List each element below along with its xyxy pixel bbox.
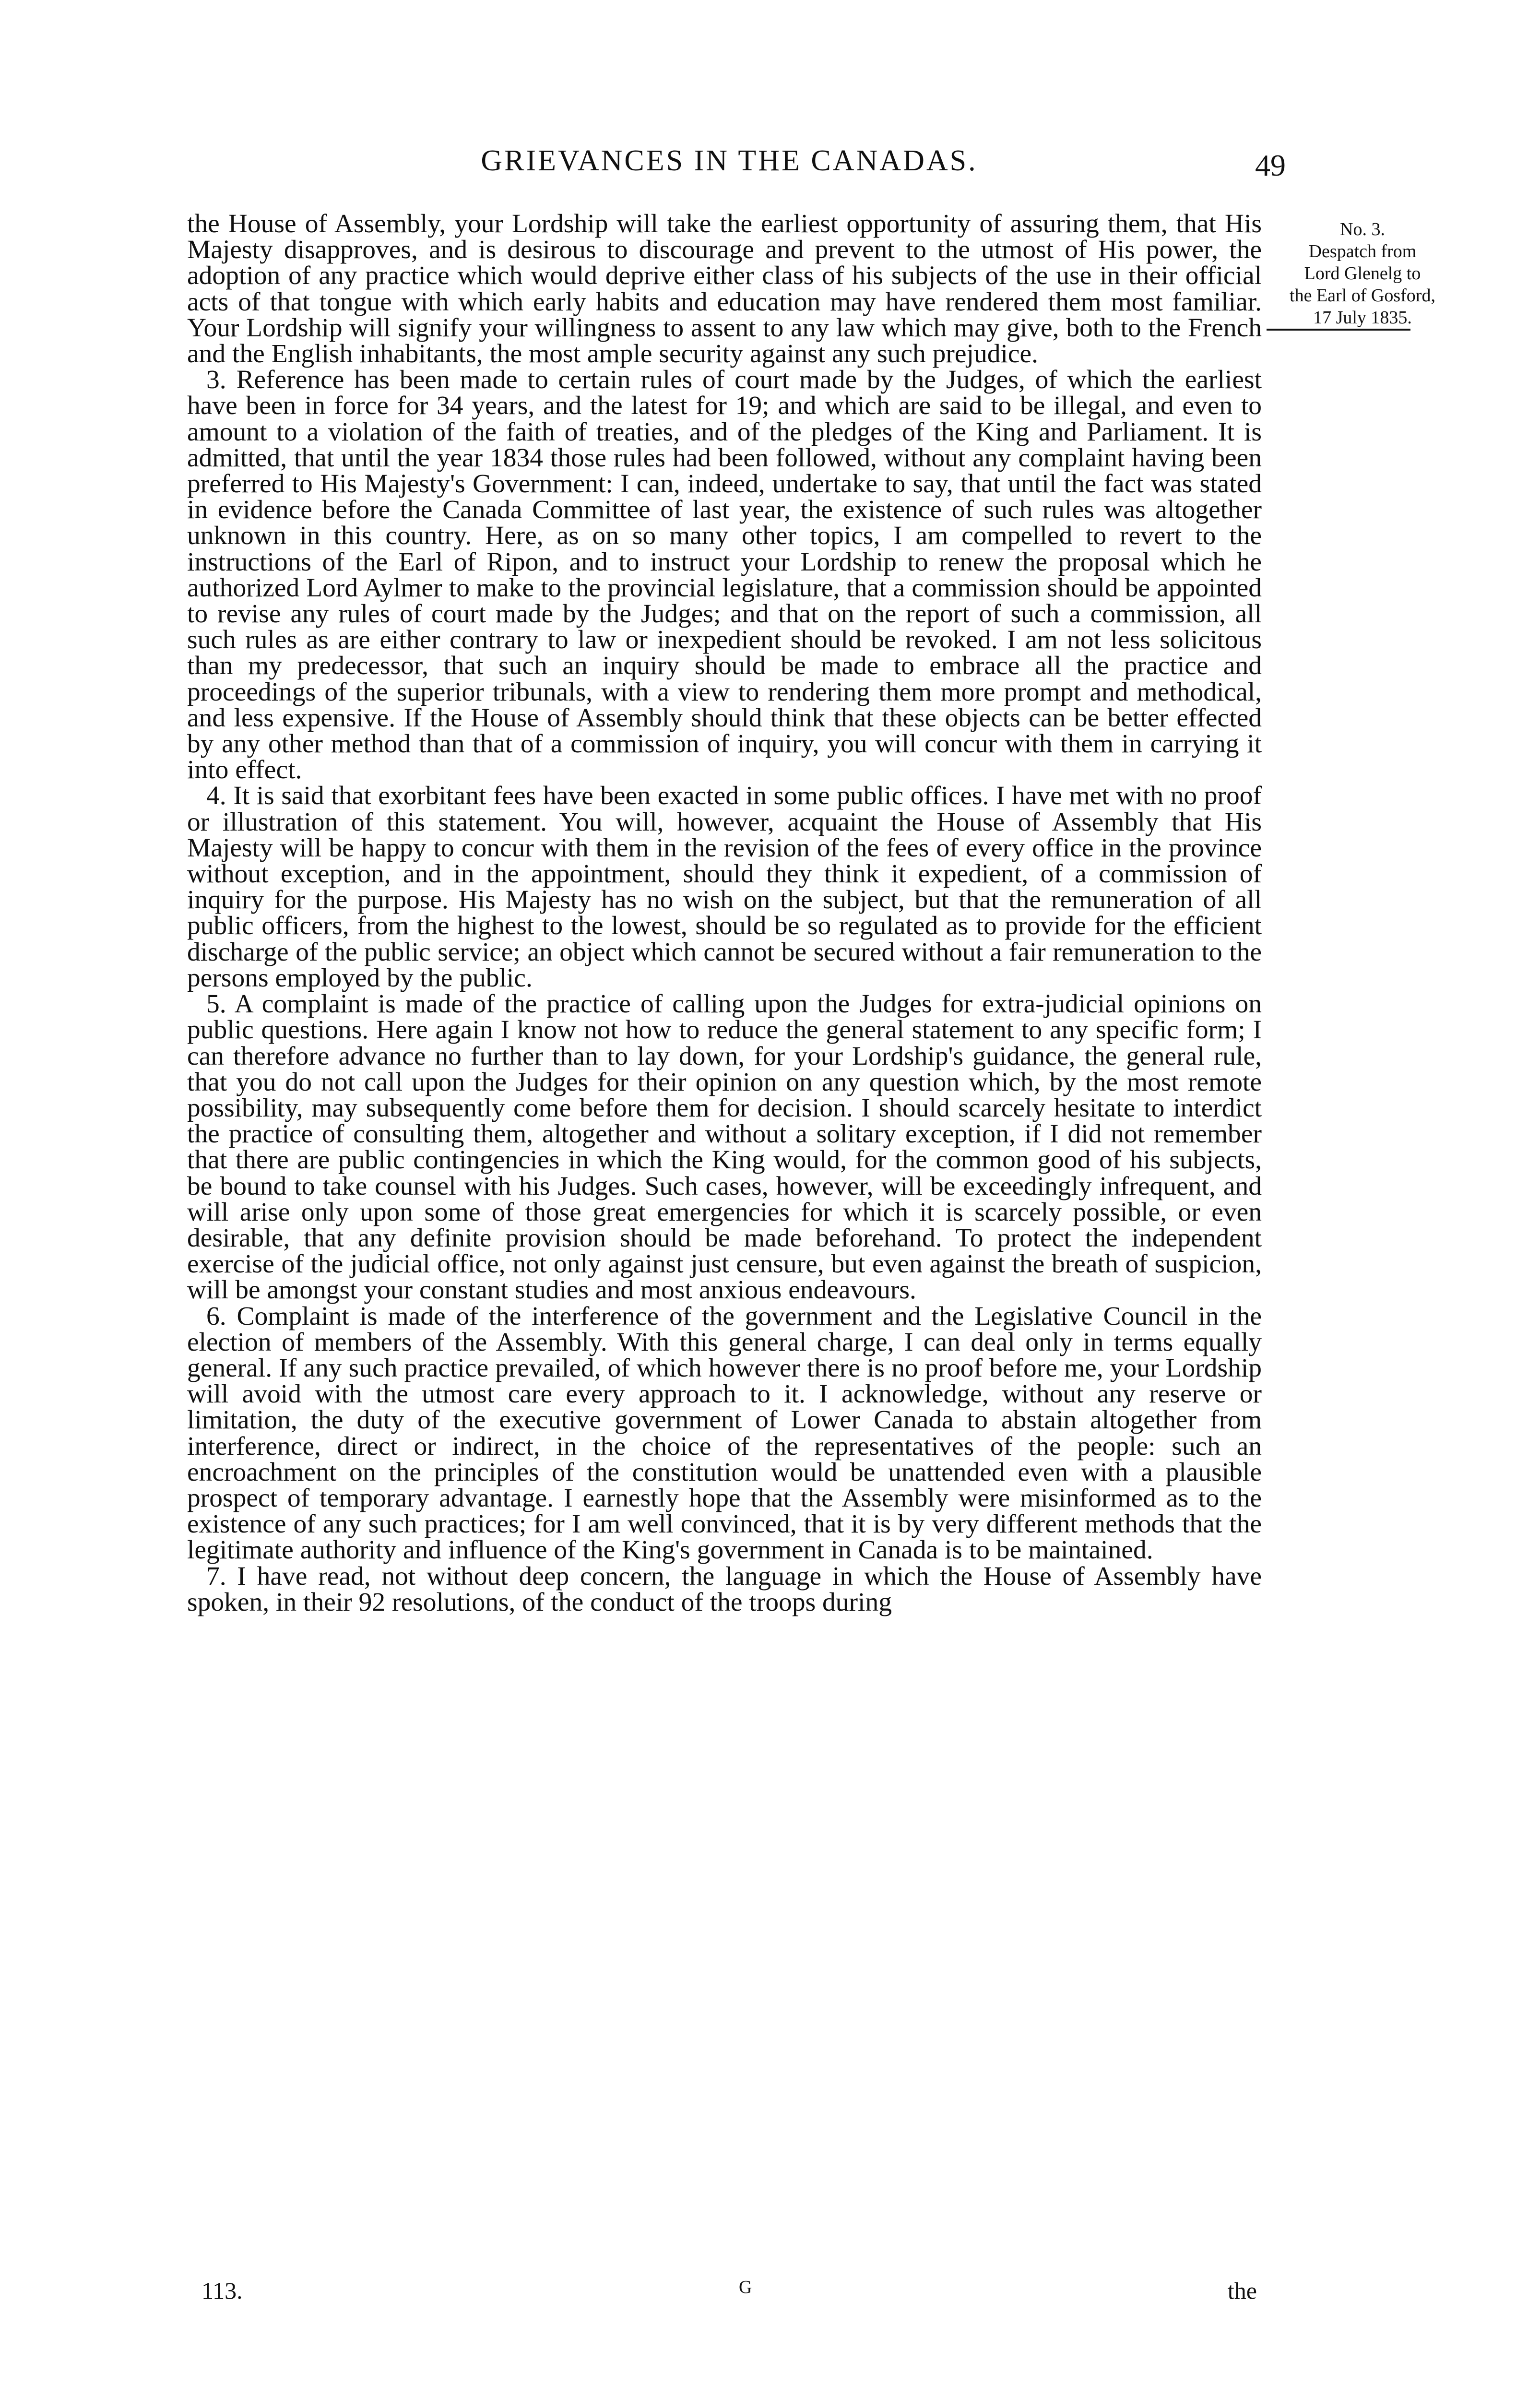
paragraph-7: 7. I have read, not without deep concern, the language in which the House of Assembly have spoken, in their 92 resolutions, of the conduct of the troops during (187, 1561, 1262, 1617)
page-number: 49 (1255, 148, 1286, 182)
paragraph-6: 6. Complaint is made of the interference of the government and the Legislative Council in the election of members of the Assembly. With this general charge, I can deal only in terms equally general. If any such practice prevailed, of which however there is no proof before me, your Lordship will avoid with the utmost care every approach to it. I acknowledge, without any reserve or limitation, the duty of the executive government of Lower Canada to abstain altogether from interference, direct or indirect, in the choice of the representatives of the people: such an encroachment on the principles of the constitution would be unattended even with a plausible prospect of temporary advantage. I earnestly hope that the Assembly were misinformed as to the existence of any such practices; for I am well convinced, that it is by very different methods that the legitimate authority and influence of the King's government in Canada is to be maintained. (187, 1301, 1262, 1565)
sheet-mark: G (739, 2277, 752, 2297)
running-title: GRIEVANCES IN THE CANADAS. (481, 144, 978, 177)
paragraph-continuation: the House of Assembly, your Lordship will take the earliest opportunity of assuring them, that His Majesty disapproves, and is desirous to discourage and prevent to the utmost of His power, the adoption of any practice which would deprive either class of his subjects of the use in their official acts of that tongue with which early habits and education may have rendered them most familiar. Your Lordship will signify your willingness to assent to any law which may give, both to the French and the English inhabitants, the most ample security against any such prejudice. (187, 209, 1262, 369)
margin-note-rule (1267, 329, 1410, 331)
paragraph-4: 4. It is said that exorbitant fees have been exacted in some public offices. I have met with no proof or illustration of this statement. You will, however, acquaint the House of Assembly that His Majesty will be happy to concur with them in the revision of the fees of every office in the province without exception, and in the appointment, should they think it expedient, of a commission of inquiry for the purpose. His Majesty has no wish on the subject, but that the remuneration of all public officers, from the highest to the lowest, should be so regulated as to provide for the efficient discharge of the public service; an object which cannot be secured without a fair remuneration to the persons employed by the public. (187, 781, 1262, 993)
margin-note-line: Despatch from (1308, 241, 1417, 261)
margin-note-line: Lord Glenelg to (1304, 263, 1421, 284)
page-header (201, 144, 1286, 197)
margin-note-date: 17 July 1835. (1313, 308, 1412, 328)
margin-note-number: No. 3. (1340, 219, 1385, 239)
paragraph-3: 3. Reference has been made to certain rules of court made by the Judges, of which the earliest have been in force for 34 years, and the latest for 19; and which are said to be illegal, and even to amount to a violation of the faith of treaties, and of the pledges of the King and Parliament. It is admitted, that until the year 1834 those rules had been followed, without any complaint having been preferred to His Majesty's Government: I can, indeed, undertake to say, that until the fact was stated in evidence before the Canada Committee of last year, the existence of such rules was altogether unknown in this country. Here, as on so many other topics, I am compelled to revert to the instructions of the Earl of Ripon, and to instruct your Lordship to renew the proposal which he authorized Lord Aylmer to make to the provincial legislature, that a commission should be appointed to revise any rules of court made by the Judges; and that on the report of such a commission, all such rules as are either contrary to law or inexpedient should be revoked. I am not less solicitous than my predecessor, that such an inquiry should be made to embrace all the practice and proceedings of the superior tribunals, with a view to rendering them more prompt and methodical, and less expensive. If the House of Assembly should think that these objects can be better effected by any other method than that of a commission of inquiry, you will concur with them in carrying it into effect. (187, 365, 1262, 785)
margin-note-line: the Earl of Gosford, (1290, 285, 1435, 306)
footer-signature: 113. (201, 2277, 243, 2304)
page-footer (201, 2277, 1257, 2315)
paragraph-5: 5. A complaint is made of the practice of calling upon the Judges for extra-judicial opinions on public questions. Here again I know not how to reduce the general statement to any specific form; I can therefore advance no further than to lay down, for your Lordship's guidance, the general rule, that you do not call upon the Judges for their opinion on any question which, by the most remote possibility, may subsequently come before them for decision. I should scarcely hesitate to interdict the practice of consulting them, altogether and without a solitary exception, if I did not remember that there are public contingencies in which the King would, for the common good of his subjects, be bound to take counsel with his Judges. Such cases, however, will be exceedingly infrequent, and will arise only upon some of those great emergencies for which it is scarcely possible, or even desirable, that any definite provision should be made beforehand. To protect the independent exercise of the judicial office, not only against just censure, but even against the breath of suspicion, will be amongst your constant studies and most anxious endeavours. (187, 989, 1262, 1305)
body-text (187, 211, 1262, 1615)
margin-note (1267, 218, 1458, 331)
catchword: the (1227, 2277, 1257, 2304)
